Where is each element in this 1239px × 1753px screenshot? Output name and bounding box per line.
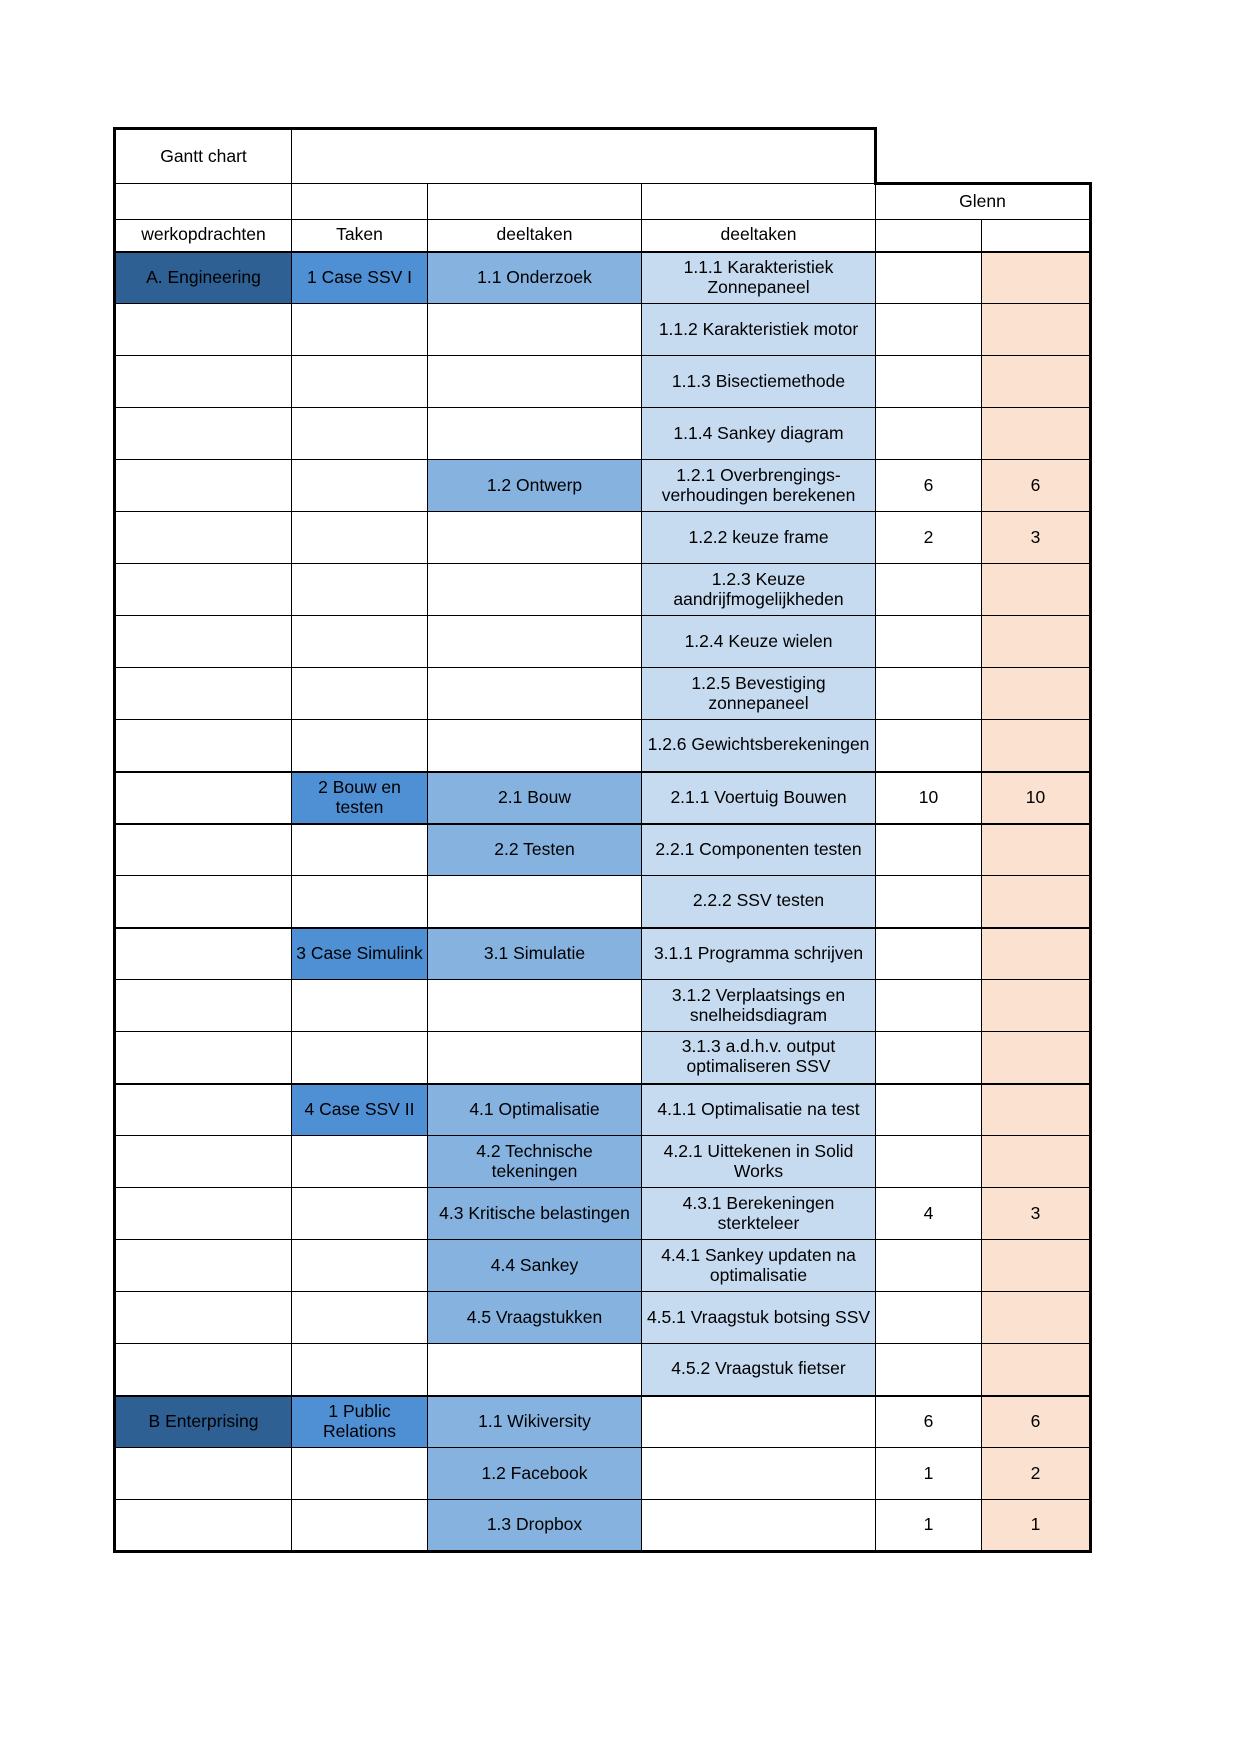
cell-actual: 3 <box>982 512 1091 564</box>
cell-deeltaken-1 <box>428 408 642 460</box>
cell-taken <box>292 876 428 928</box>
cell-deeltaken-1: 1.1 Wikiversity <box>428 1396 642 1448</box>
cell-deeltaken-2: 1.2.6 Gewichtsberekeningen <box>642 720 876 772</box>
cell-estimate <box>876 564 982 616</box>
gantt-table-body <box>115 129 1091 1552</box>
cell-actual <box>982 1136 1091 1188</box>
cell-deeltaken-2: 4.1.1 Optimalisatie na test <box>642 1084 876 1136</box>
table-row <box>115 1344 1091 1396</box>
cell-estimate: 1 <box>876 1448 982 1500</box>
column-header-taken: Taken <box>292 220 428 252</box>
cell-werkopdrachten <box>115 1500 292 1552</box>
cell-deeltaken-2: 3.1.2 Verplaatsings en snelheidsdiagram <box>642 980 876 1032</box>
cell-estimate <box>876 876 982 928</box>
table-row <box>115 616 1091 668</box>
cell-estimate <box>876 824 982 876</box>
table-row <box>115 252 1091 304</box>
cell-deeltaken-1 <box>428 876 642 928</box>
cell-deeltaken-1: 4.2 Technische tekeningen <box>428 1136 642 1188</box>
cell-werkopdrachten <box>115 668 292 720</box>
cell-actual <box>982 616 1091 668</box>
title-row <box>115 129 1091 184</box>
cell-werkopdrachten <box>115 824 292 876</box>
cell-werkopdrachten <box>115 1292 292 1344</box>
cell-deeltaken-1 <box>428 356 642 408</box>
cell-taken <box>292 1136 428 1188</box>
cell-estimate: 10 <box>876 772 982 824</box>
cell-deeltaken-2: 4.5.2 Vraagstuk fietser <box>642 1344 876 1396</box>
cell-estimate <box>876 252 982 304</box>
cell-estimate <box>876 1292 982 1344</box>
cell-deeltaken-2 <box>642 1396 876 1448</box>
cell-deeltaken-2: 1.1.2 Karakteristiek motor <box>642 304 876 356</box>
table-row <box>115 1240 1091 1292</box>
cell-werkopdrachten <box>115 876 292 928</box>
title-blank-area <box>292 129 876 184</box>
cell-estimate <box>876 1084 982 1136</box>
cell-actual <box>982 1344 1091 1396</box>
cell-deeltaken-1: 4.4 Sankey <box>428 1240 642 1292</box>
cell-estimate <box>876 356 982 408</box>
table-row <box>115 772 1091 824</box>
cell-estimate <box>876 1136 982 1188</box>
table-row <box>115 1032 1091 1084</box>
cell-deeltaken-1 <box>428 1344 642 1396</box>
cell-estimate <box>876 980 982 1032</box>
cell-actual <box>982 252 1091 304</box>
cell-deeltaken-2: 1.2.4 Keuze wielen <box>642 616 876 668</box>
cell-actual <box>982 408 1091 460</box>
cell-deeltaken-1 <box>428 720 642 772</box>
cell-actual <box>982 980 1091 1032</box>
cell-taken <box>292 668 428 720</box>
cell-taken: 1 Public Relations <box>292 1396 428 1448</box>
table-row <box>115 1448 1091 1500</box>
cell-taken <box>292 1292 428 1344</box>
cell-werkopdrachten: A. Engineering <box>115 252 292 304</box>
cell-estimate <box>876 1240 982 1292</box>
cell-deeltaken-1 <box>428 616 642 668</box>
cell-werkopdrachten <box>115 1240 292 1292</box>
cell-estimate <box>876 304 982 356</box>
cell-deeltaken-1 <box>428 1032 642 1084</box>
cell-actual: 2 <box>982 1448 1091 1500</box>
table-row <box>115 1396 1091 1448</box>
cell-deeltaken-1: 4.1 Optimalisatie <box>428 1084 642 1136</box>
cell-taken <box>292 512 428 564</box>
cell-deeltaken-1 <box>428 980 642 1032</box>
table-row <box>115 1188 1091 1240</box>
table-row <box>115 408 1091 460</box>
cell-werkopdrachten <box>115 980 292 1032</box>
table-row <box>115 460 1091 512</box>
cell-estimate <box>876 668 982 720</box>
cell-werkopdrachten <box>115 928 292 980</box>
gantt-table <box>113 127 1092 1553</box>
cell-actual <box>982 720 1091 772</box>
cell-taken <box>292 304 428 356</box>
table-row <box>115 928 1091 980</box>
cell-deeltaken-1: 3.1 Simulatie <box>428 928 642 980</box>
cell-actual <box>982 304 1091 356</box>
gantt-chart-sheet <box>113 127 1089 1553</box>
cell-werkopdrachten <box>115 720 292 772</box>
table-row <box>115 1136 1091 1188</box>
cell-deeltaken-1: 1.2 Facebook <box>428 1448 642 1500</box>
cell-taken <box>292 1240 428 1292</box>
cell-taken <box>292 980 428 1032</box>
column-header-blank-num-1 <box>876 220 982 252</box>
cell-taken <box>292 1500 428 1552</box>
table-row <box>115 720 1091 772</box>
cell-estimate: 2 <box>876 512 982 564</box>
cell-taken: 2 Bouw en testen <box>292 772 428 824</box>
cell-deeltaken-2: 4.3.1 Berekeningen sterkteleer <box>642 1188 876 1240</box>
cell-taken <box>292 720 428 772</box>
table-row <box>115 980 1091 1032</box>
table-row <box>115 824 1091 876</box>
cell-deeltaken-2: 4.5.1 Vraagstuk botsing SSV <box>642 1292 876 1344</box>
cell-werkopdrachten <box>115 304 292 356</box>
cell-actual <box>982 1032 1091 1084</box>
cell-deeltaken-2: 3.1.1 Programma schrijven <box>642 928 876 980</box>
cell-taken <box>292 564 428 616</box>
column-header-row <box>115 220 1091 252</box>
cell-werkopdrachten <box>115 512 292 564</box>
table-row <box>115 668 1091 720</box>
cell-deeltaken-1: 1.3 Dropbox <box>428 1500 642 1552</box>
table-row <box>115 356 1091 408</box>
cell-estimate <box>876 616 982 668</box>
cell-taken <box>292 460 428 512</box>
cell-deeltaken-2: 3.1.3 a.d.h.v. output optimaliseren SSV <box>642 1032 876 1084</box>
cell-deeltaken-1: 2.1 Bouw <box>428 772 642 824</box>
cell-actual: 10 <box>982 772 1091 824</box>
table-row <box>115 304 1091 356</box>
table-row <box>115 1292 1091 1344</box>
cell-actual <box>982 668 1091 720</box>
cell-werkopdrachten <box>115 408 292 460</box>
cell-actual <box>982 564 1091 616</box>
person-header-glenn: Glenn <box>876 184 1091 220</box>
cell-deeltaken-1: 1.1 Onderzoek <box>428 252 642 304</box>
cell-taken <box>292 356 428 408</box>
table-row <box>115 564 1091 616</box>
cell-deeltaken-2: 2.1.1 Voertuig Bouwen <box>642 772 876 824</box>
cell-deeltaken-1: 4.5 Vraagstukken <box>428 1292 642 1344</box>
cell-estimate <box>876 1344 982 1396</box>
cell-actual <box>982 928 1091 980</box>
cell-deeltaken-2: 1.1.1 Karakteristiek Zonnepaneel <box>642 252 876 304</box>
cell-deeltaken-2: 1.2.1 Overbrengings-verhoudingen berekenen <box>642 460 876 512</box>
cell-taken <box>292 1448 428 1500</box>
cell-actual: 6 <box>982 460 1091 512</box>
cell-deeltaken-2: 1.1.3 Bisectiemethode <box>642 356 876 408</box>
cell-werkopdrachten <box>115 1448 292 1500</box>
column-header-werkopdrachten: werkopdrachten <box>115 220 292 252</box>
cell-taken <box>292 824 428 876</box>
header-blank-deeltaken-1 <box>428 184 642 220</box>
cell-deeltaken-1 <box>428 668 642 720</box>
cell-deeltaken-2: 1.1.4 Sankey diagram <box>642 408 876 460</box>
cell-actual: 3 <box>982 1188 1091 1240</box>
cell-werkopdrachten <box>115 460 292 512</box>
cell-deeltaken-2 <box>642 1448 876 1500</box>
cell-werkopdrachten <box>115 1136 292 1188</box>
table-row <box>115 876 1091 928</box>
cell-estimate <box>876 928 982 980</box>
cell-werkopdrachten <box>115 772 292 824</box>
cell-werkopdrachten <box>115 564 292 616</box>
cell-actual <box>982 824 1091 876</box>
cell-actual <box>982 356 1091 408</box>
cell-estimate: 4 <box>876 1188 982 1240</box>
cell-werkopdrachten <box>115 1084 292 1136</box>
header-blank-werkopdrachten <box>115 184 292 220</box>
cell-deeltaken-1: 1.2 Ontwerp <box>428 460 642 512</box>
cell-werkopdrachten: B Enterprising <box>115 1396 292 1448</box>
cell-estimate <box>876 1032 982 1084</box>
cell-estimate: 1 <box>876 1500 982 1552</box>
cell-taken <box>292 1188 428 1240</box>
cell-deeltaken-2: 1.2.2 keuze frame <box>642 512 876 564</box>
cell-deeltaken-1: 2.2 Testen <box>428 824 642 876</box>
cell-deeltaken-2: 2.2.2 SSV testen <box>642 876 876 928</box>
cell-actual <box>982 1292 1091 1344</box>
cell-werkopdrachten <box>115 1032 292 1084</box>
cell-werkopdrachten <box>115 356 292 408</box>
cell-taken: 4 Case SSV II <box>292 1084 428 1136</box>
cell-werkopdrachten <box>115 1344 292 1396</box>
cell-taken <box>292 408 428 460</box>
cell-estimate <box>876 720 982 772</box>
title-spacer <box>876 129 1091 184</box>
cell-deeltaken-2: 4.2.1 Uittekenen in Solid Works <box>642 1136 876 1188</box>
column-header-blank-num-2 <box>982 220 1091 252</box>
cell-estimate <box>876 408 982 460</box>
cell-actual <box>982 1084 1091 1136</box>
cell-actual: 1 <box>982 1500 1091 1552</box>
cell-estimate: 6 <box>876 460 982 512</box>
person-header-row <box>115 184 1091 220</box>
table-row <box>115 1500 1091 1552</box>
cell-deeltaken-2: 4.4.1 Sankey updaten na optimalisatie <box>642 1240 876 1292</box>
cell-taken <box>292 616 428 668</box>
cell-actual: 6 <box>982 1396 1091 1448</box>
cell-estimate: 6 <box>876 1396 982 1448</box>
cell-deeltaken-1 <box>428 512 642 564</box>
page-title: Gantt chart <box>115 129 292 184</box>
cell-werkopdrachten <box>115 616 292 668</box>
header-blank-deeltaken-2 <box>642 184 876 220</box>
cell-actual <box>982 876 1091 928</box>
cell-taken <box>292 1032 428 1084</box>
cell-werkopdrachten <box>115 1188 292 1240</box>
cell-deeltaken-2 <box>642 1500 876 1552</box>
cell-actual <box>982 1240 1091 1292</box>
column-header-deeltaken-2: deeltaken <box>642 220 876 252</box>
table-row <box>115 1084 1091 1136</box>
header-blank-taken <box>292 184 428 220</box>
cell-deeltaken-2: 2.2.1 Componenten testen <box>642 824 876 876</box>
cell-deeltaken-1 <box>428 304 642 356</box>
cell-taken: 1 Case SSV I <box>292 252 428 304</box>
cell-deeltaken-2: 1.2.3 Keuze aandrijfmogelijkheden <box>642 564 876 616</box>
column-header-deeltaken-1: deeltaken <box>428 220 642 252</box>
cell-taken <box>292 1344 428 1396</box>
cell-deeltaken-2: 1.2.5 Bevestiging zonnepaneel <box>642 668 876 720</box>
table-row <box>115 512 1091 564</box>
cell-deeltaken-1: 4.3 Kritische belastingen <box>428 1188 642 1240</box>
cell-taken: 3 Case Simulink <box>292 928 428 980</box>
cell-deeltaken-1 <box>428 564 642 616</box>
